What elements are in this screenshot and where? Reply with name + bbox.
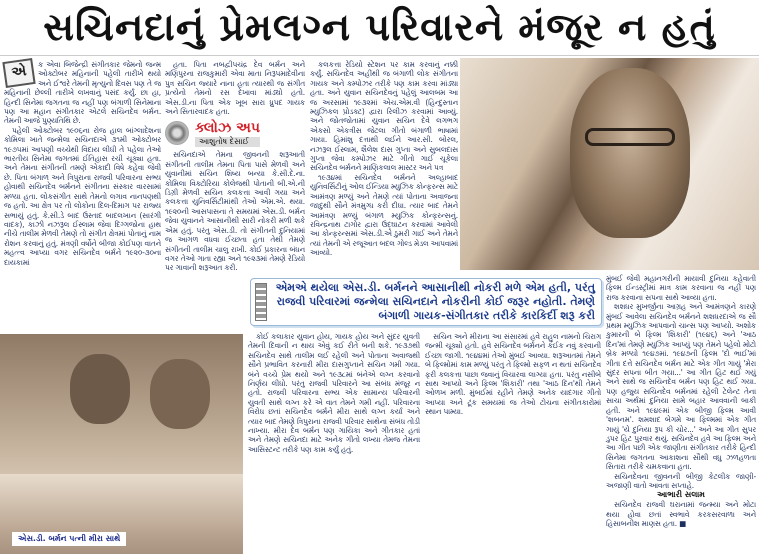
sd-burman-with-wife-photo (0, 334, 243, 554)
column-tag-title: ક્લોઝ અપ (195, 119, 260, 136)
subheading: આભારી સલામ (657, 490, 705, 500)
paragraph: કોઈ કલાકાર યુવાન હોય, ગાયક હોય અને સુંદર યુવતી તેમની દિવાની ન થાય એવું કઈ રીતે બની શકે. ૧૯૩૭થી સચિનદેવ સાથે તાલીમ લઈ રહેલી અને પોતાના અવાજથી સૌને પ્રભાવિત કરનારી મીરા દાસગુપ્તાને સચિન ગમી ગયા. બંને વચ્ચે પ્રેમ થયો અને ૧૯૩૮માં બંનેએ લગ્ન કરવાનો નિર્ણય લીધો. પરંતુ રાજવી પરિવારને આ સંબંધ મંજૂર ન હતો. રાજવી પરિવારના સભ્ય એક સામાન્ય પરિવારની યુવતી સાથે લગ્ન કરે એ વાત તેમને ગમી નહીં. પરિવારના વિરોધ છતાં સચિનદેવ બર્મને મીરા સાથે લગ્ન કર્યા અને ત્યાર બાદ તેમણે ત્રિપુરાના રાજવી પરિવાર સાથેના સંબંધ તોડી નાખ્યા. મીરા દેવ બર્મન પણ ગાયિકા અને ગીતકાર હતાં અને તેમણે સચિનદા માટે અનેક ગીતો લખ્યા તેમજ તેમના આસિસ્ટન્ટ તરીકે પણ કામ કર્યું હતું. (248, 332, 420, 454)
paragraph: હતા. પિતા નબદ્વીપચંદ્ર દેવ બર્મન અને મણિપુરના રાજકુમારી એવા માતા નિરૂપમાદેવીના પુત્ર સચિન જ્યારે નાના હતા ત્યારથી જ સંગીત પ્રત્યેનો તેમનો રસ દેખાવા માંડ્યો હતો. એસ.ડી.ના પિતા એક ખૂબ સારા ધ્રુપદ ગાયક અને સિતારવાદક હતા. (165, 60, 305, 117)
paragraph: પહેલી ઓક્ટોબર ૧૯૦૬ના રોજ હાલ બાંગ્લાદેશના કોમિલા ખાતે જન્મેલા સચિનદાએ ૩૧મી ઓક્ટોબર ૧૯૭૫માં આપણી વચ્ચેથી વિદાય લીધી તે પહેલા તેઓ ભારતીય સિનેમા જગતમાં ઈતિહાસ રચી ચૂક્યા હતા. અને તેમના સંગીતની તમણે એકાદી વિષે કહેવા જેવી છે. પિતા બંગાળ અને ત્રિપુરાના રાજવી પરિવારના સભ્ય હોવાથી સચિનદેવ બર્મનને સંગીતના સંસ્કાર વારસામાં મળ્યા હતા. લોકસંગીત સાથે તેમનો લગાવ નાનપણથી જ હતો. આ ક્ષેત્ર પર તો લોકોના દિલ-દિમાગ પર રાજ્ય સભાયું હતું. કે.સી.ડે બાદ ઉસ્તાદ બાદલખાન (સારંગી વાદક), કાઝી નઝરૂલ ઈસ્લામ જેવા દિગ્ગજોના હાથ નીચે તાલીમ મેળવી તેમણે તો સંગીત ક્ષેત્રમાં પોતાનું નામ રોશન કરવાનું હતું. મંત્રણી વર્ષોને બીજા કોઈપણ વાતને મહત્ત્વ આપ્યા વગર સચિનદેવ બર્મને ૧૯૨૦-૩૦ના દાયકામાં (4, 125, 161, 267)
film-reel-icon (165, 121, 189, 145)
paragraph: સચિનદાએ તેમના જીવનની શરૂઆતી સંગીતની તાલીમ તેમના પિતા પાસે મેળવી અને યુવાનીમાં સચિન શિષ્ય બન્યા કે.સી.દે.ના. કોમિલા વિક્ટોરિયા કોલેજથી પોતાની બી.એ.ની ડિગ્રી મેળવી સચિન કલકત્તા આવી ગયા અને કલકત્તા યુનિવર્સિટીમાંથી તેઓ એમ.એ. થયા. ૧૯૨૦ની આસપાસના તે સમયમાં એસ.ડી. બર્મન જેવા યુવાનને આસાનીથી સારી નોકરી મળી શકે એમ હતું. પરંતુ એસ.ડી. તો સંગીતની દુનિયામાં જ આગળ વધવા ઈચ્છતા હતા તેથી તેમણે સંગીતની તાલીમ ચાલુ રાખી. કોઈ પ્રકારના બંધન વગર તેઓ ગાતા રહ્યા અને ૧૯૨૩માં તેમણે રેડિયો પર ગાવાની શરૂઆત કરી. (165, 150, 305, 273)
paragraph: ૧૯૩૪માં સચિનદેવ બર્મનને અલ્હાબાદ યુનિવર્સિટીનું ઓલ ઈન્ડિયા મ્યુઝિક કોન્ફરન્સ માટે આમંત્રણ મળ્યું અને તેમણે ત્યાં પોતાના અવાજના જાદુથી સૌને મંત્રમુગ્ધ કરી દીધા. ત્યાર બાદ તેમને આમંત્રણ મળ્યું બંગાળ મ્યુઝિક કોન્ફરન્સનું. રવિન્દ્રનાથ ટાગોર દ્વારા ઉદ્ઘાટન કરવામાં આવેલી આ કોન્ફરન્સમાં એસ.ડી.એ ઠુમરી ગાઈ અને તેમને ત્યાં તેમની એ રજૂઆત બદલ ગોલ્ડ મેડલ આપવામાં આવ્યો. (310, 172, 458, 258)
column-3 (310, 60, 458, 258)
pull-quote: એમએ થયેલા એસ.ડી. બર્મનને આસાનીથી નોકરી મળે એમ હતી, પરંતુ રાજવી પરિવારમાં જન્મેલા સચિનદાને નોકરીની કોઈ જરૂર નહોતી. તેમણે બંગાળી ગાયક-સંગીતકાર તરીકે કારકિર્દી શરૂ કરી (250, 278, 602, 326)
column-2 (165, 60, 305, 273)
paragraph: શશધર મુખર્જીના આગ્રહ અને આમંત્રણને કારણે મુંબઈ આવેલા સચિનદેવ બર્મનને શશધરદાએ જ સૌ પ્રથમ મ્યુઝિક આપવાનો ચાન્સ પણ આપ્યો. અશોક કુમારની બે ફિલ્મ 'શિકારી' (૧૯૪૬) અને 'આઠ દિન'માં તેમણે મ્યુઝિક આપ્યું પણ તેમને પહેલો મોટો બ્રેક મળ્યો ૧૯૪૭માં. ૧૯૪૭ની ફિલ્મ 'દો ભાઈ'માં ગીતા દત્તે સચિનદેવ બર્મન માટે એક ગીત ગાયું 'મેરા સુંદર સપના બીત ગયા...' આ ગીત હિટ થઈ ગયું અને સાથે જ સચિનદેવ બર્મન પણ હિટ થઈ ગયા. પણ હજુય સચિનદેવ બર્મનમાં રહેલી ટેલેન્ટ તેના સાચા અર્થમાં દુનિયા સામે બહાર આવવાની બાકી હતી. અને ૧૯૪૯માં એક બીજી ફિલ્મ આવી 'શબનમ'. શમશાદ બેગમે આ ફિલ્મમાં એક ગીત ગાયું 'યે દુનિયા રૂપ કી ચોર...' અને આ ગીત સુપર ડુપર હિટ પુરવાર થયું. સચિનદેવ હવે આ ફિલ્મ અને આ ગીત પછી એક જાણીતા સંગીતકાર તરીકે હિન્દી સિનેમા જગતના આકાશના સૌથી વધુ ઝળહળતા સિતારા તરીકે ચમકવાના હતા. (606, 302, 756, 472)
paragraph: કલકત્તા રેડિયો સ્ટેશન પર કામ કરવાનું નક્કી કર્યું. સચિનદેવ અહીંથી જ બંગાળી લોક સંગીતના ગાયક અને કમ્પોઝર તરીકે પણ કામ કરવા માંડ્યા હતા. અને યુવાન સચિનદેવનું પહેલું આલબમ આ જ અરસામાં ૧૯૩૨માં એચ.એમ.વી (હિન્દુસ્તાન મ્યુઝિકલ પ્રોડક્ટ) દ્વારા રિલીઝ કરવામાં આવ્યું. અને જોતજોતામાં યુવાન સચિન દેવે લગભગ એકસો એકત્રીસ જેટલા ગીતો બંગાળી ભાષામાં ગાયા. હિમાંશુ દત્તાથી લઈને આર.સી. બોરલ, નઝરૂલ ઈસ્લામ, શૈલેશ દાસ ગુપ્તા અને સુબલદાસ ગુપ્તા જેવા કમ્પોઝર માટે ગીતો ગાઈ ચૂકેલા સચિનદેવ બર્મનને માણિકલાલ માસ્ટર અને પત્ર (310, 60, 458, 173)
column-4 (248, 332, 420, 454)
column-6 (606, 274, 756, 529)
column-5 (425, 332, 601, 417)
photo-caption: એસ.ડી. બર્મન પત્ની મીરા સાથે (12, 532, 126, 546)
paragraph: ક એવા બિજેન્દ્રી સંગીતકાર જેમનો જન્મ ઓક્ટોબર મહિનાની પહેલી તારીખે થયો અને ઈશ્વરે તેમની મૃત્યુનો દિવસ પણ તે જ મહિનાની છેલ્લી તારીખે લખવાનું પસંદ કર્યું. છા હા, હિન્દી સિનેમા જગતના જ નહીં પણ બંગાળી સિનેમાના પણ આ મહાન સંગીતકાર એટલે સચિનદેવ બર્મન. તેમની આજે પુણ્યતિથિ છે. (4, 60, 161, 126)
dropcap: એ (2, 58, 35, 88)
author-name: આશુતોષ દેસાઈ (195, 137, 260, 147)
paragraph: સચિનદેવના જીવનની બીજી કેટલીક જાણી-અજાણી વાતો આવતા સપ્તાહે. (606, 471, 756, 490)
film-strip-icon (255, 283, 267, 321)
paragraph: સચિનદેવ રાજવી ઘરાનામાં જન્મ્યા અને મોટા થયા હોવા છતાં સ્વભાવે કરકસરવાળા અને હિસાબનીશ માણસ હતા. ■ (606, 500, 756, 529)
paragraph: મુંબઈ જેવી મહાનગરીની માયાવી દુનિયા કહેવાતી ફિલ્મ ઈન્ડસ્ટ્રીમાં માત્ર કામ કરવાના જ નહીં પણ રાજ કરવાના સપના સાથે આવ્યા હતા. (606, 274, 756, 302)
column-1 (4, 60, 161, 267)
headline: સચિનદાનું પ્રેમલગ્ન પરિવારને મંજૂર ન હતું (0, 0, 759, 56)
sd-burman-portrait-photo (460, 58, 759, 270)
paragraph: સચિન અને મીરાના આ સંસારમાં હવે રાહુલ નામનો ચિરાગ જન્મી ચૂક્યો હતો. હવે સચિનદેવ બર્મનને કંઈક નવું કરવાની ઈચ્છા જાગી. ૧૯૪૪માં તેઓ મુંબઈ આવ્યા. શરૂઆતમાં તેમને બે ફિલ્મોમાં કામ મળ્યું પરંતુ તે ફિલ્મો સફળ ન થતાં સચિનદેવ ફરી કલકત્તા પાછા જવાનું વિચારવા લાગ્યા હતા. પરંતુ નસીબે સાથ આપ્યો અને ફિલ્મ 'શિકારી' તથા 'આઠ દિન'થી તેમને ઓળખ મળી. મુંબઈમાં રહીને તેમણે અનેક યાદગાર ગીતો આપ્યા અને ટૂંક સમયમાં જ તેઓ ટોચના સંગીતકારોમાં સ્થાન પામ્યા. (425, 332, 601, 417)
column-tag (165, 118, 305, 148)
